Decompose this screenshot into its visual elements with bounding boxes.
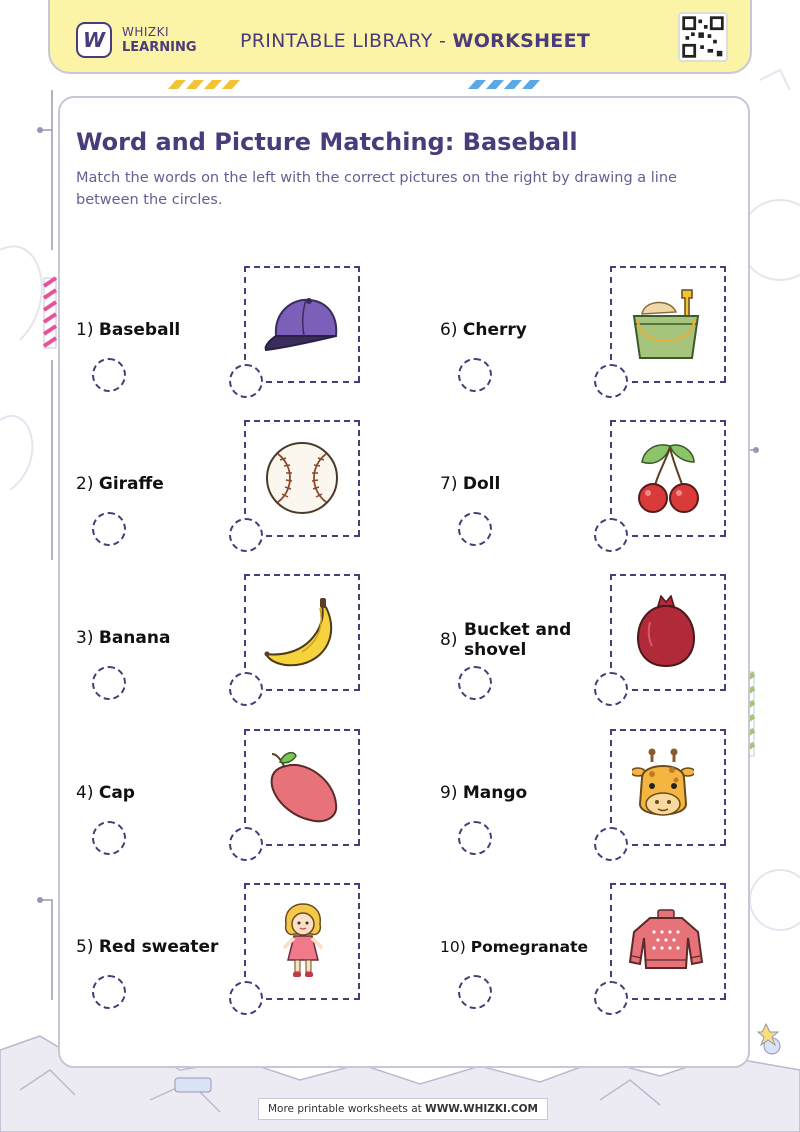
right-picture-circle-8[interactable] xyxy=(594,672,628,706)
right-word-10: Pomegranate xyxy=(470,938,589,956)
logo-line2: LEARNING xyxy=(122,40,197,55)
right-word-circle-7[interactable] xyxy=(458,512,492,546)
worksheet-instructions: Match the words on the left with the correct pictures on the right by drawing a line between the circles. xyxy=(76,170,677,208)
right-word-circle-9[interactable] xyxy=(458,821,492,855)
footer-prefix: More printable worksheets at xyxy=(267,1103,426,1115)
left-item-5: 5) Red sweater xyxy=(76,937,219,957)
footer-banner xyxy=(258,1098,548,1120)
right-item-7: 7) Doll xyxy=(440,474,501,494)
right-word-circle-8[interactable] xyxy=(458,666,492,700)
header-title xyxy=(240,30,640,52)
left-word-circle-1[interactable] xyxy=(92,358,126,392)
left-item-1: 1) Baseball xyxy=(76,320,181,340)
baseball-icon xyxy=(264,440,340,516)
doll-icon xyxy=(276,902,330,980)
right-word-8-line2: shovel xyxy=(464,640,527,660)
left-item-2: 2) Giraffe xyxy=(76,474,164,494)
left-picture-circle-3[interactable] xyxy=(229,672,263,706)
left-word-1: Baseball xyxy=(98,320,181,340)
left-picture-circle-2[interactable] xyxy=(229,518,263,552)
banana-icon xyxy=(262,596,342,670)
logo-line1: WHIZKI xyxy=(122,25,170,39)
right-item-10: 10) Pomegranate xyxy=(440,938,589,956)
qr-code-icon xyxy=(678,12,728,62)
logo-letter: W xyxy=(82,28,106,52)
left-item-4: 4) Cap xyxy=(76,783,135,803)
right-word-8-line1: Bucket and xyxy=(464,620,572,640)
left-word-5: Red sweater xyxy=(98,937,219,957)
left-word-circle-2[interactable] xyxy=(92,512,126,546)
mango-icon xyxy=(266,750,340,826)
right-word-9: Mango xyxy=(462,783,528,803)
right-word-circle-6[interactable] xyxy=(458,358,492,392)
cherry-icon xyxy=(634,440,704,516)
header-blue-stripes xyxy=(464,80,548,89)
right-picture-circle-10[interactable] xyxy=(594,981,628,1015)
left-word-2: Giraffe xyxy=(98,474,164,494)
whizki-logo-icon xyxy=(76,22,112,58)
left-picture-circle-1[interactable] xyxy=(229,364,263,398)
left-picture-circle-5[interactable] xyxy=(229,981,263,1015)
header-banner xyxy=(48,0,752,74)
right-picture-circle-9[interactable] xyxy=(594,827,628,861)
bucket-and-shovel-icon xyxy=(630,286,704,364)
header-title-bold: WORKSHEET xyxy=(452,30,591,52)
worksheet-title: Word and Picture Matching: Baseball xyxy=(76,128,578,156)
header-yellow-stripes xyxy=(164,80,248,89)
right-item-6: 6) Cherry xyxy=(440,320,527,340)
left-word-4: Cap xyxy=(98,783,135,803)
left-word-circle-4[interactable] xyxy=(92,821,126,855)
footer-site-link[interactable]: WWW.WHIZKI.COM xyxy=(425,1103,538,1115)
right-item-9: 9) Mango xyxy=(440,783,528,803)
pomegranate-icon xyxy=(636,594,696,670)
left-word-circle-3[interactable] xyxy=(92,666,126,700)
header-title-prefix: PRINTABLE LIBRARY - xyxy=(240,30,453,52)
left-word-circle-5[interactable] xyxy=(92,975,126,1009)
right-word-7: Doll xyxy=(462,474,501,494)
giraffe-icon xyxy=(632,748,694,826)
logo-text xyxy=(122,24,197,56)
right-picture-circle-6[interactable] xyxy=(594,364,628,398)
left-item-3: 3) Banana xyxy=(76,628,171,648)
right-picture-circle-7[interactable] xyxy=(594,518,628,552)
left-picture-circle-4[interactable] xyxy=(229,827,263,861)
left-pink-stripes xyxy=(44,278,56,348)
right-word-6: Cherry xyxy=(462,320,527,340)
cap-icon xyxy=(262,292,344,356)
right-word-circle-10[interactable] xyxy=(458,975,492,1009)
red-sweater-icon xyxy=(628,908,704,972)
left-word-3: Banana xyxy=(98,628,171,648)
